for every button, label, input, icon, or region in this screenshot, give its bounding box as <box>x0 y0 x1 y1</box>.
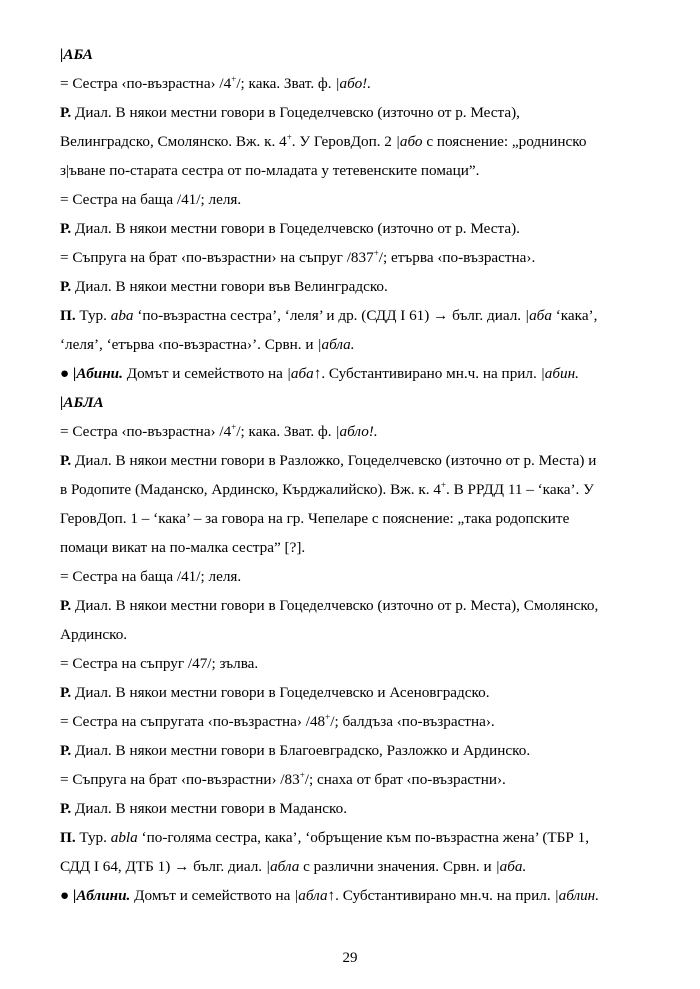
definition-line: = Съпруга на брат ‹по-възрастни› /83+/; снаха от брат ‹по-възрастни›. <box>60 770 506 788</box>
definition-line: = Сестра на баща /41/; леля. <box>60 191 242 208</box>
region-note-cont: помаци викат на по-малка сестра” [?]. <box>60 539 306 556</box>
region-note: Р. Диал. В някои местни говори в Гоцеделчевско (източно от р. Места). <box>60 220 520 237</box>
definition-line: = Съпруга на брат ‹по-възрастни› на съпруг /837+/; етърва ‹по-възрастна›. <box>60 248 536 266</box>
region-note: Р. Диал. В някои местни говори в Маданско. <box>60 800 348 817</box>
region-note: Р. Диал. В някои местни говори в Гоцеделчевско и Асеновградско. <box>60 684 490 701</box>
region-note-cont: ГеровДоп. 1 – ‘кака’ – за говора на гр. Чепеларе с пояснение: „така родопските <box>60 510 570 527</box>
region-note: Р. Диал. В някои местни говори в Благоевградско, Разложко и Ардинско. <box>60 742 531 759</box>
bullet-icon: ● <box>60 887 70 904</box>
region-note-cont: Велинградско, Смолянско. Вж. к. 4+. У ГеровДоп. 2 |або с пояснение: „роднинско <box>60 132 587 150</box>
page-content <box>60 40 660 910</box>
derived-entry: ● |Абини. Домът и семейството на |аба↑. Субстантивирано мн.ч. на прил. |абин. <box>60 365 579 382</box>
region-note-cont: з|ъване по-старата сестра от по-младата у тетевенските помаци”. <box>60 162 480 179</box>
origin-note: П. Тур. abla ‘по-голяма сестра, кака’, ‘обръщение към по-възрастна жена’ (ТБР 1, <box>60 829 590 846</box>
derived-entry: ● |Аблини. Домът и семейството на |абла↑. Субстантивирано мн.ч. на прил. |аблин. <box>60 887 600 904</box>
definition-line: = Сестра ‹по-възрастна› /4+/; кака. Зват. ф. |або!. <box>60 74 372 92</box>
region-note-cont: в Родопите (Маданско, Ардинско, Кърджалийско). Вж. к. 4+. В РРДД 11 – ‘кака’. У <box>60 480 594 498</box>
region-note: Р. Диал. В някои местни говори в Гоцеделчевско (източно от р. Места), Смолянско, <box>60 597 599 614</box>
region-note: Р. Диал. В някои местни говори в Гоцеделчевско (източно от р. Места), <box>60 104 520 121</box>
headword-abla: |АБЛА <box>60 394 104 411</box>
definition-line: = Сестра на баща /41/; леля. <box>60 568 242 585</box>
origin-note-cont: СДД I 64, ДТБ 1) → бълг. диал. |абла с различни значения. Срвн. и |аба. <box>60 858 527 875</box>
headword-aba: |АБА <box>60 46 93 63</box>
page-number: 29 <box>342 950 358 966</box>
origin-note: П. Тур. aba ‘по-възрастна сестра’, ‘леля’ и др. (СДД I 61) → бълг. диал. |аба ‘кака’, <box>60 307 598 324</box>
definition-line: = Сестра на съпруг /47/; зълва. <box>60 655 259 672</box>
region-note: Р. Диал. В някои местни говори във Велинградско. <box>60 278 388 295</box>
origin-note-cont: ‘леля’, ‘етърва ‹по-възрастна›’. Срвн. и |абла. <box>60 336 355 353</box>
region-note: Р. Диал. В някои местни говори в Разложко, Гоцеделчевско (източно от р. Места) и <box>60 452 597 469</box>
region-note-cont: Ардинско. <box>60 626 128 643</box>
definition-line: = Сестра ‹по-възрастна› /4+/; кака. Зват. ф. |абло!. <box>60 422 378 440</box>
bullet-icon: ● <box>60 365 70 382</box>
definition-line: = Сестра на съпругата ‹по-възрастна› /48+/; балдъза ‹по-възрастна›. <box>60 712 495 730</box>
